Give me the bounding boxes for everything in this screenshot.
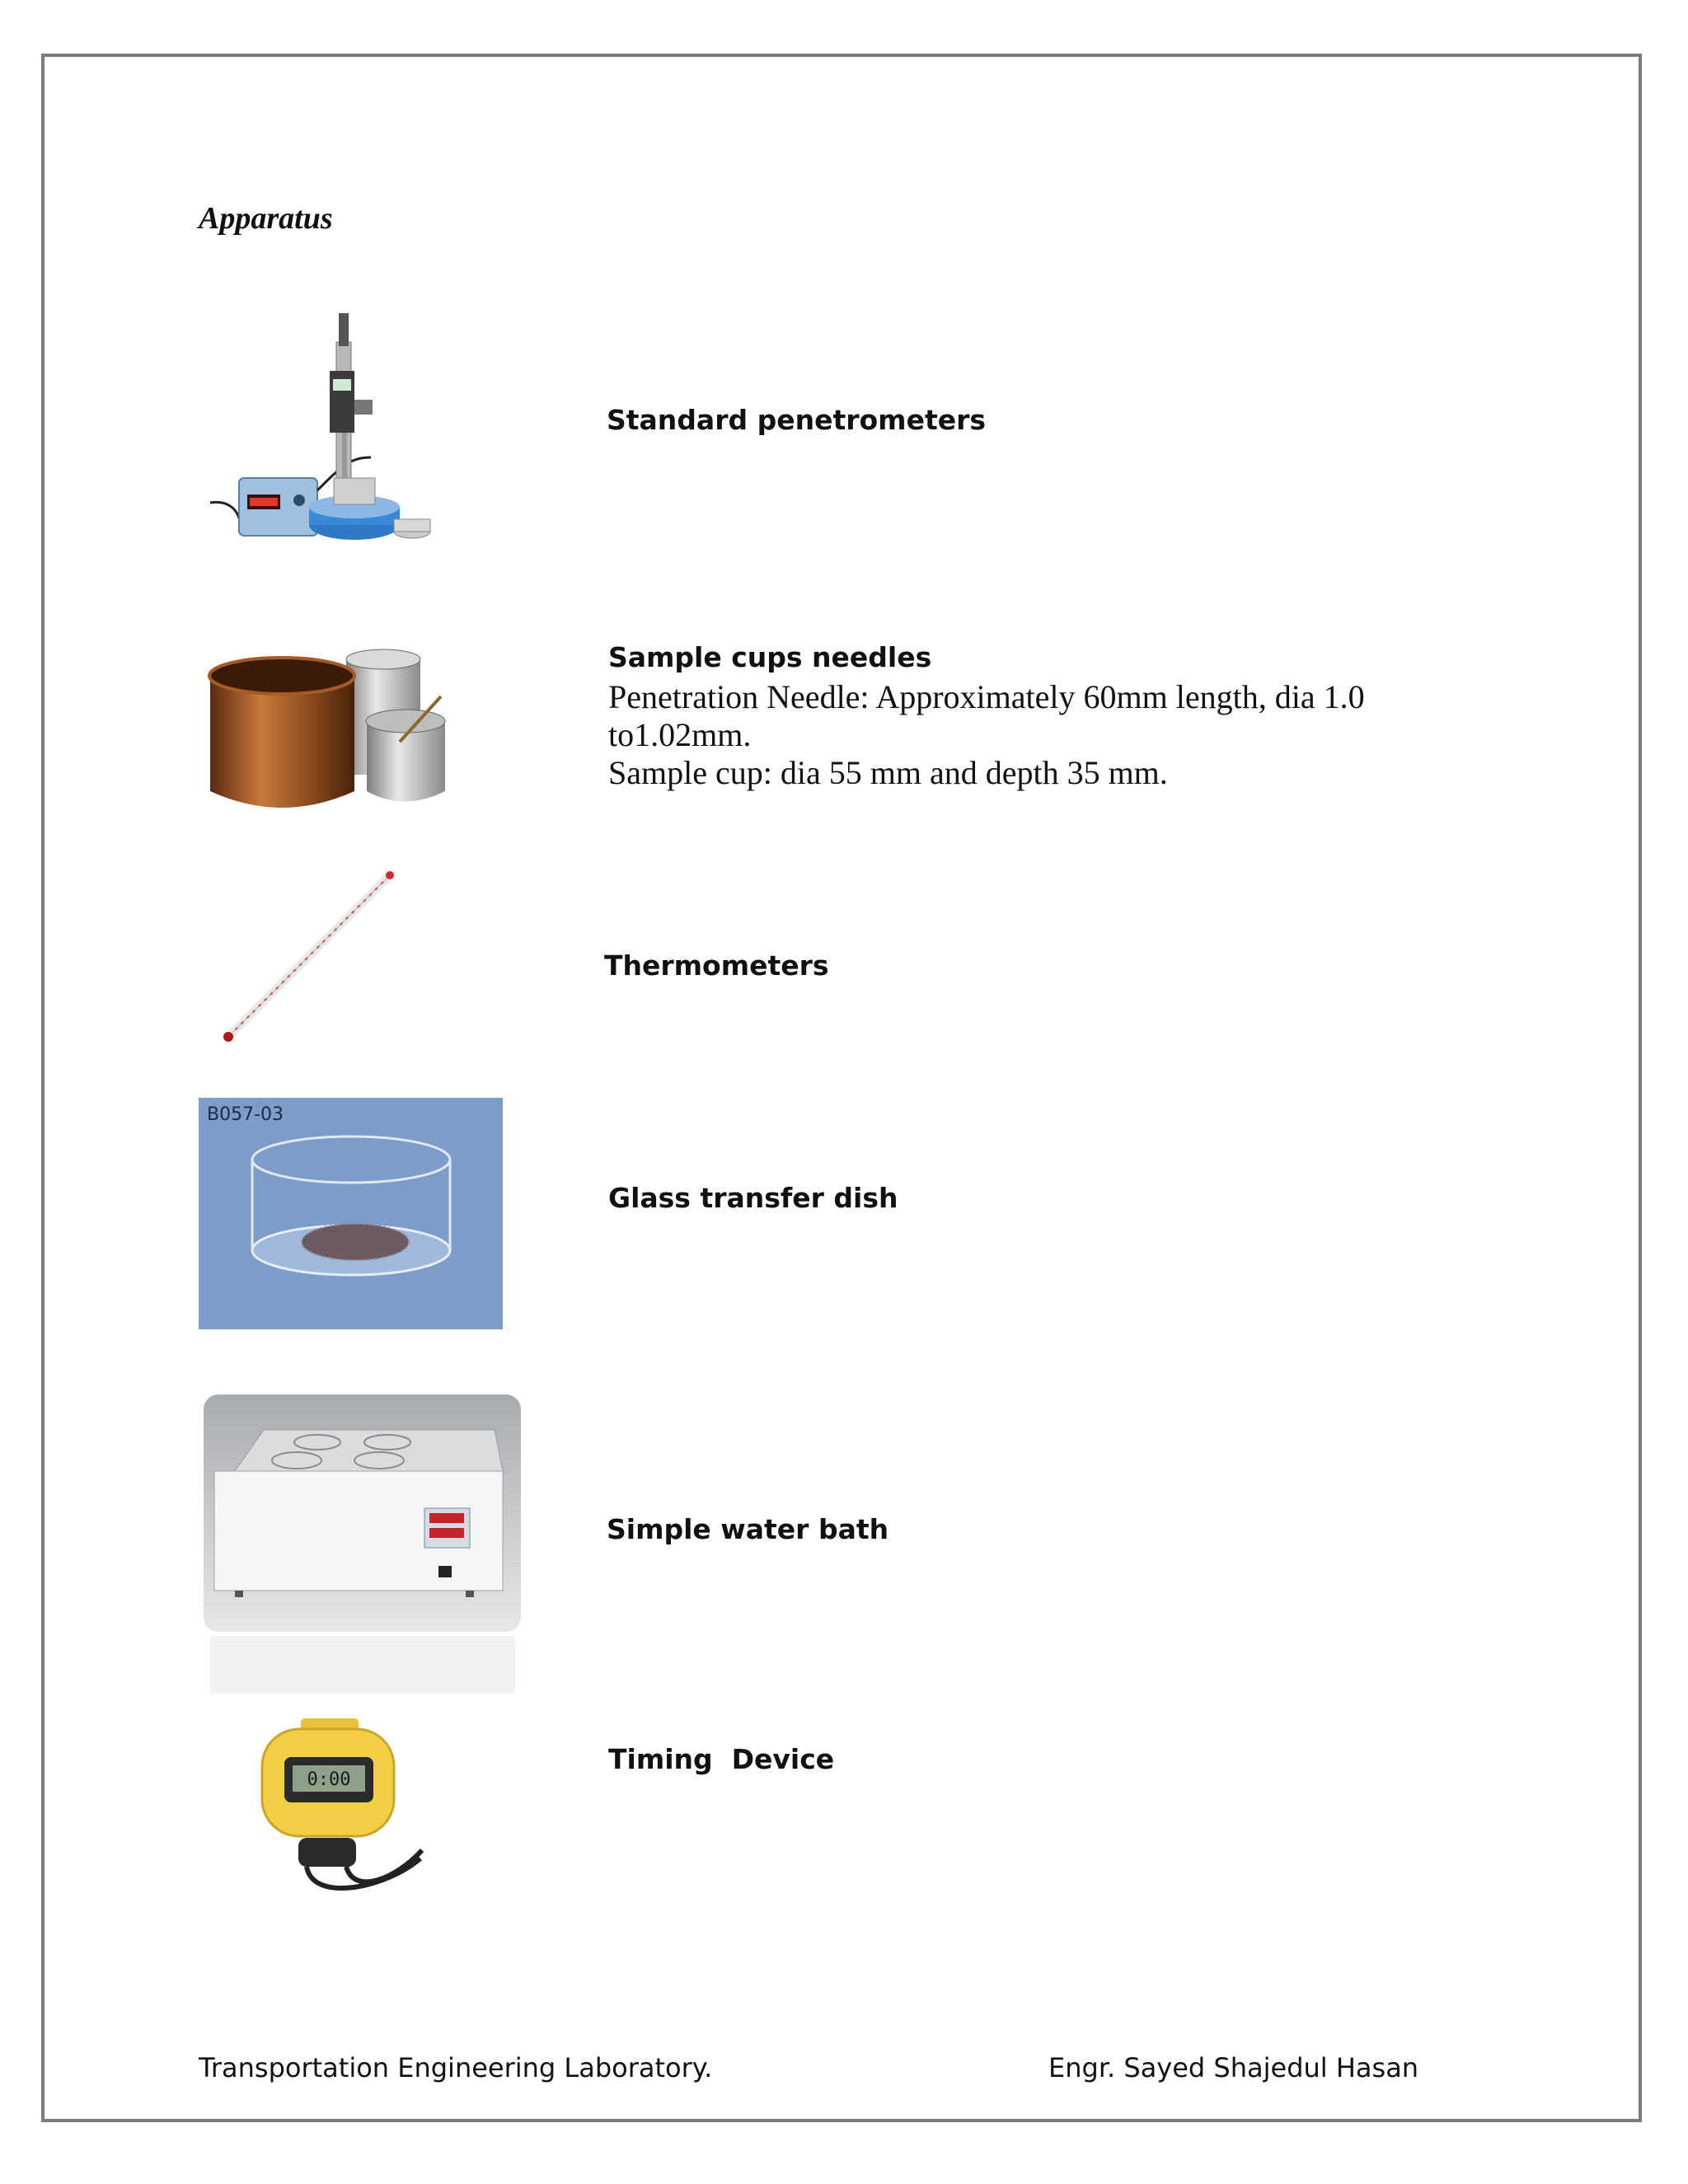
thermometer-icon: [210, 865, 408, 1055]
svg-text:0:00: 0:00: [307, 1769, 351, 1790]
glass-dish-icon: [199, 1098, 503, 1329]
water-bath-icon: [202, 1393, 523, 1698]
item-label-thermometers: Thermometers: [604, 949, 829, 982]
item-label-glass-dish: Glass transfer dish: [608, 1182, 898, 1214]
penetrometer-icon: [202, 309, 441, 565]
item-label-penetrometers: Standard penetrometers: [607, 404, 987, 436]
footer-left: Transportation Engineering Laboratory.: [199, 2052, 713, 2083]
footer-right: Engr. Sayed Shajedul Hasan: [1048, 2052, 1419, 2083]
section-heading: Apparatus: [199, 201, 333, 236]
cup-spec-line: Sample cup: dia 55 mm and depth 35 mm.: [608, 754, 1168, 791]
item-label-timing-device: Timing Device: [608, 1743, 835, 1775]
sample-cups-icon: [206, 647, 499, 832]
stopwatch-icon: [247, 1714, 429, 1912]
needle-spec-line: Penetration Needle: Approximately 60mm length, dia 1.0: [608, 678, 1365, 715]
needle-spec-line-cont: to1.02mm.: [608, 716, 752, 753]
photo-code: B057-03: [207, 1104, 284, 1125]
sample-cups-description: [608, 678, 1365, 792]
item-label-sample-cups: Sample cups needles: [608, 641, 932, 673]
item-label-water-bath: Simple water bath: [607, 1513, 889, 1545]
